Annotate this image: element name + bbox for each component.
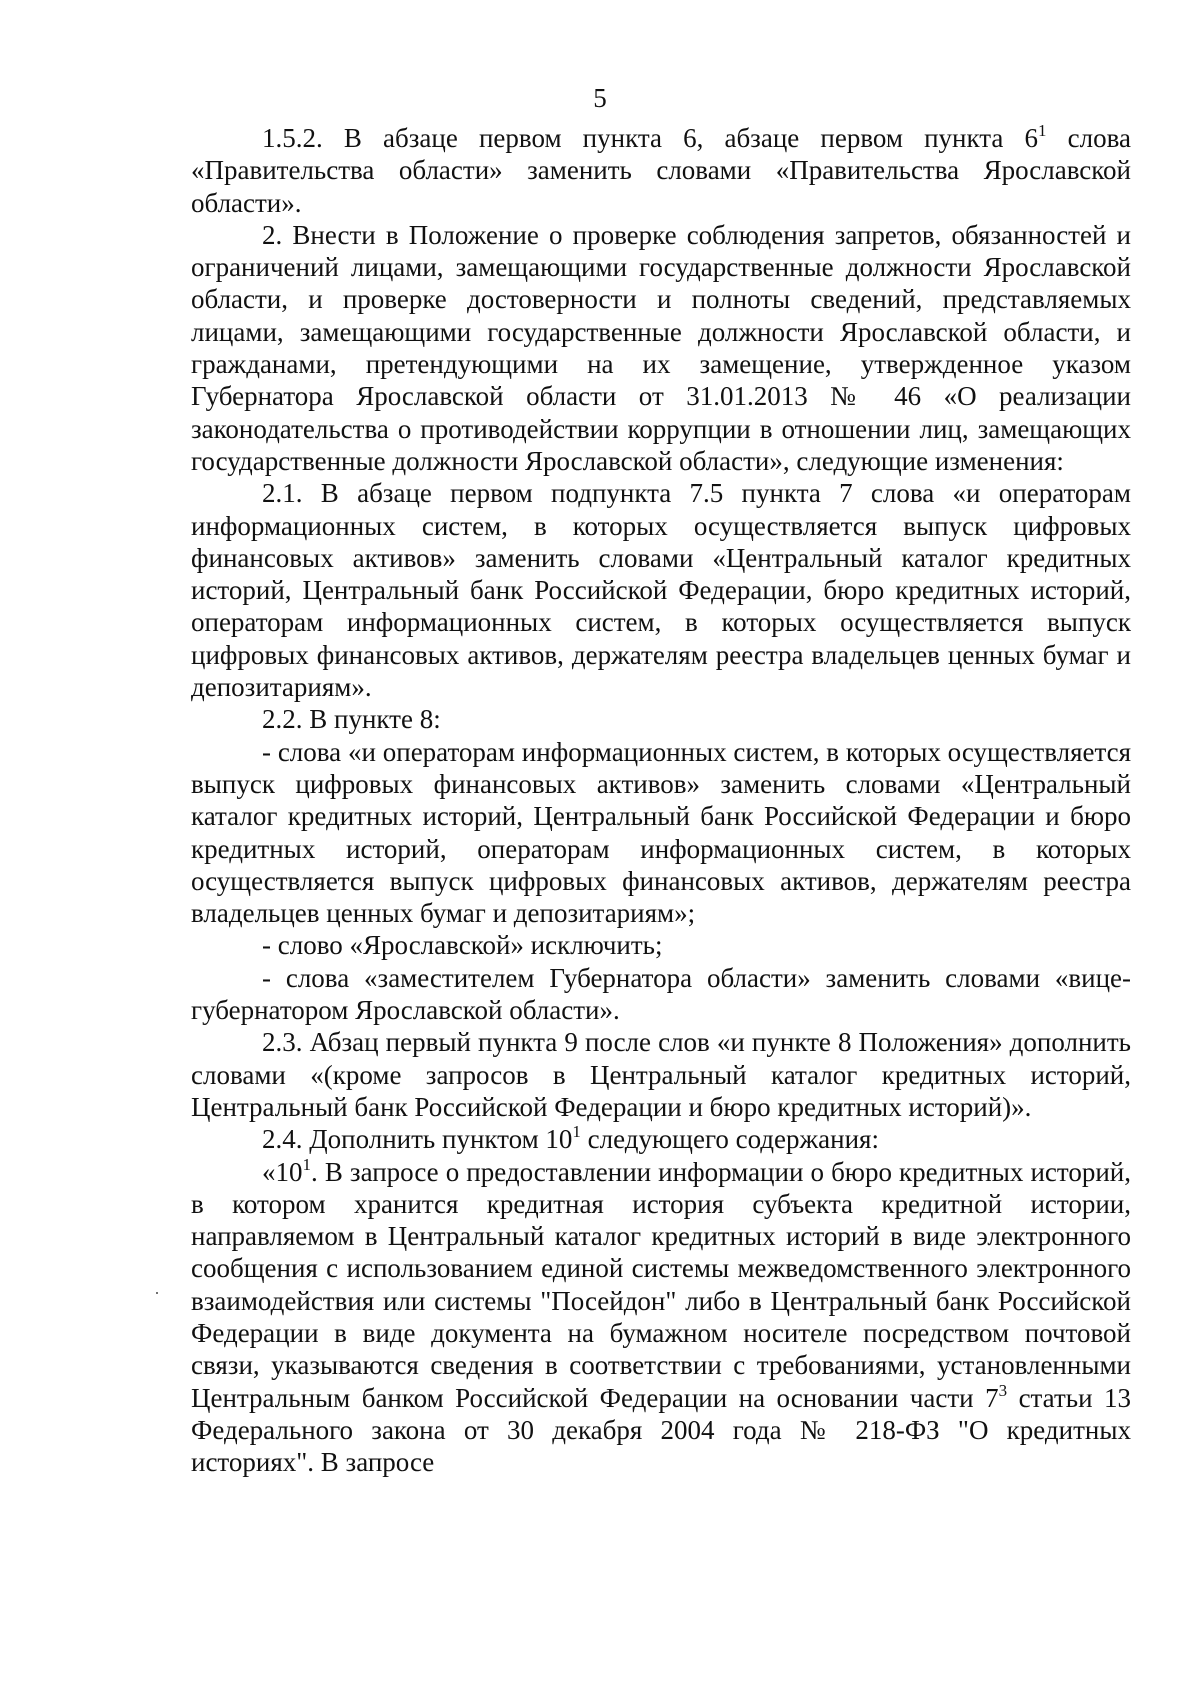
text-run: следующего содержания: — [580, 1124, 879, 1155]
superscript: 3 — [998, 1380, 1008, 1400]
text-run: слова «Правительства области» заменить словами «Правительства Ярославской области». — [191, 123, 1131, 218]
text-run: 2.1. В абзаце первом подпункта 7.5 пункта 7 слова «и операторам информационных систем, в которых осуществляется выпуск цифровых финансовых активов» заменить словами «Центральный каталог кредитных историй, Центральный банк Российской Федерации, бюро кредитных историй, операторам информационных систем, в которых осуществляется выпуск цифровых финансовых активов, держателям реестра владельцев ценных бумаг и депозитариям». — [191, 478, 1131, 703]
paragraph-2-2 — [191, 703, 1131, 735]
text-run: «10 — [262, 1156, 303, 1187]
text-run: статьи 13 Федерального закона от 30 декабря 2004 года № 218-ФЗ "О кредитных историях". В запросе — [191, 1382, 1131, 1478]
scan-speck — [156, 1292, 158, 1294]
paragraph-2-2-item-1 — [191, 736, 1131, 930]
page-number: 5 — [593, 83, 607, 113]
text-run: - слова «заместителем Губернатора области» заменить словами «вице-губернатором Ярославской области». — [191, 962, 1131, 1026]
text-run: 2.3. Абзац первый пункта 9 после слов «и пункте 8 Положения» дополнить словами «(кроме запросов в Центральный каталог кредитных историй, Центральный банк Российской Федерации и бюро кредитных историй)». — [191, 1027, 1131, 1122]
paragraph-2-3 — [191, 1026, 1131, 1123]
paragraph-2-1 — [191, 477, 1131, 703]
paragraph-2 — [191, 219, 1131, 477]
paragraph-2-2-item-3 — [191, 962, 1131, 1027]
document-body — [191, 122, 1131, 1478]
paragraph-2-4 — [191, 1123, 1131, 1155]
paragraph-1-5-2 — [191, 122, 1131, 219]
paragraph-10-1-quote — [191, 1156, 1131, 1479]
paragraph-2-2-item-2 — [191, 929, 1131, 961]
text-run: - слово «Ярославской» исключить; — [262, 930, 663, 961]
text-run: 2.4. Дополнить пунктом 10 — [262, 1124, 573, 1155]
text-run: 2.2. В пункте 8: — [262, 704, 441, 735]
text-run: - слова «и операторам информационных систем, в которых осуществляется выпуск цифровых финансовых активов» заменить словами «Центральный каталог кредитных историй, Центральный банк Российской Федерации и бюро кредитных историй, операторам информационных систем, в которых осуществляется выпуск цифровых финансовых активов, держателям реестра владельцев ценных бумаг и депозитариям»; — [191, 736, 1131, 929]
text-run: 2. Внести в Положение о проверке соблюдения запретов, обязанностей и ограничений лицами, замещающими государственные должности Ярославской области, и проверке достоверности и полноты сведений, представляемых лицами, замещающими государственные должности Ярославской области, и гражданами, претендующими на их замещение, утвержденное указом Губернатора Ярославской области от 31.01.2013 № 46 «О реализации законодательства о противодействии коррупции в отношении лиц, замещающих государственные должности Ярославской области», следующие изменения: — [191, 219, 1131, 476]
superscript: 1 — [302, 1154, 311, 1174]
text-run: 1.5.2. В абзаце первом пункта 6, абзаце первом пункта 6 — [262, 123, 1039, 153]
text-run: . В запросе о предоставлении информации о бюро кредитных историй, в котором хранится кредитная история субъекта кредитной истории, направляемом в Центральный каталог кредитных историй в виде электронного сообщения с использованием единой системы межведомственного электронного взаимодействия или системы "Посейдон" либо в Центральный банк Российской Федерации в виде документа на бумажном носителе посредством почтовой связи, указываются сведения в соответствии с требованиями, установленными Центральным банком Российской Федерации на основании части 7 — [191, 1156, 1131, 1413]
superscript: 1 — [572, 1122, 581, 1142]
superscript: 1 — [1038, 121, 1047, 140]
